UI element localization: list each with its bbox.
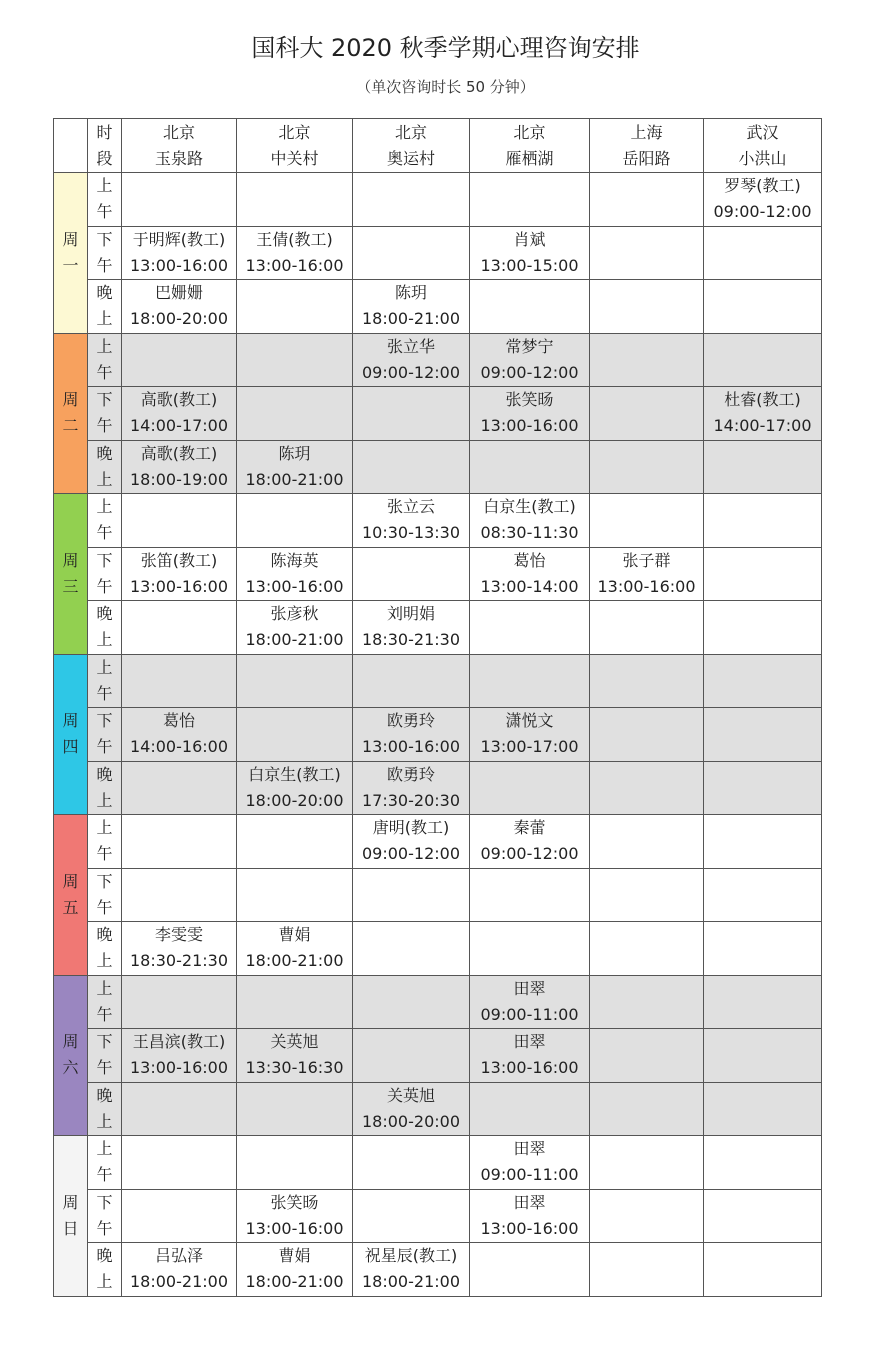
schedule-cell (590, 868, 704, 922)
counselor-name: 于明辉(教工) (132, 229, 226, 249)
schedule-cell (237, 1243, 353, 1297)
schedule-cell (704, 1082, 822, 1136)
header-campus: 北京 雁栖湖 (470, 119, 590, 173)
counselor-name: 田翠 (513, 1139, 546, 1159)
time-segment: 晚 上 (88, 1082, 122, 1136)
schedule-cell (590, 601, 704, 655)
schedule-cell (122, 1189, 237, 1243)
schedule-table (53, 118, 822, 1297)
session-time: 18:00-21:00 (245, 630, 344, 650)
schedule-cell (122, 922, 237, 976)
schedule-cell (353, 280, 470, 334)
session-time: 13:30-16:30 (245, 1058, 344, 1078)
schedule-cell (353, 975, 470, 1029)
schedule-cell (122, 1243, 237, 1297)
session-time: 09:00-11:00 (480, 1004, 579, 1024)
session-time: 13:00-16:00 (245, 1218, 344, 1238)
session-time: 18:00-21:00 (245, 1272, 344, 1292)
schedule-cell (590, 494, 704, 548)
schedule-cell (704, 387, 822, 441)
counselor-name: 葛怡 (513, 550, 546, 570)
schedule-cell (237, 494, 353, 548)
schedule-cell (237, 387, 353, 441)
counselor-name: 曹娟 (278, 1246, 311, 1266)
time-segment: 下 午 (88, 708, 122, 762)
schedule-cell (353, 708, 470, 762)
schedule-cell (353, 494, 470, 548)
schedule-cell (590, 761, 704, 815)
session-time: 13:00-16:00 (362, 737, 460, 757)
schedule-cell (353, 1243, 470, 1297)
counselor-name: 张笑旸 (270, 1192, 319, 1212)
schedule-cell (470, 654, 590, 708)
counselor-name: 肖斌 (513, 229, 546, 249)
schedule-cell (590, 1029, 704, 1083)
time-segment: 上 午 (88, 173, 122, 227)
schedule-cell (353, 815, 470, 869)
schedule-cell (237, 708, 353, 762)
schedule-cell (590, 173, 704, 227)
time-segment: 晚 上 (88, 601, 122, 655)
table-row (54, 226, 822, 280)
table-row (54, 601, 822, 655)
schedule-cell (590, 1243, 704, 1297)
counselor-name: 秦蕾 (513, 818, 546, 838)
schedule-cell (122, 1136, 237, 1190)
schedule-cell (704, 1189, 822, 1243)
schedule-cell (237, 226, 353, 280)
schedule-cell (704, 868, 822, 922)
counselor-name: 曹娟 (278, 925, 311, 945)
time-segment: 上 午 (88, 1136, 122, 1190)
schedule-cell (237, 1082, 353, 1136)
session-time: 18:00-20:00 (245, 790, 344, 810)
counselor-name: 田翠 (513, 1032, 546, 1052)
time-segment: 晚 上 (88, 440, 122, 494)
schedule-cell (470, 868, 590, 922)
table-row (54, 654, 822, 708)
header-segment: 时 段 (88, 119, 122, 173)
counselor-name: 王倩(教工) (256, 229, 333, 249)
table-row (54, 1082, 822, 1136)
schedule-cell (122, 226, 237, 280)
session-time: 18:00-21:00 (362, 309, 460, 329)
schedule-cell (590, 226, 704, 280)
session-time: 18:00-21:00 (130, 1272, 228, 1292)
schedule-cell (590, 708, 704, 762)
time-segment: 下 午 (88, 387, 122, 441)
session-time: 09:00-12:00 (713, 202, 812, 222)
schedule-cell (122, 494, 237, 548)
time-segment: 晚 上 (88, 1243, 122, 1297)
header-campus: 上海 岳阳路 (590, 119, 704, 173)
counselor-name: 白京生(教工) (248, 764, 341, 784)
table-row (54, 1189, 822, 1243)
counselor-name: 刘明娟 (386, 604, 435, 624)
counselor-name: 陈玥 (278, 443, 311, 463)
table-row (54, 922, 822, 976)
schedule-cell (122, 547, 237, 601)
schedule-cell (237, 975, 353, 1029)
schedule-cell (590, 280, 704, 334)
schedule-cell (704, 815, 822, 869)
schedule-cell (590, 1136, 704, 1190)
counselor-name: 巴姗姗 (154, 283, 203, 303)
schedule-cell (122, 387, 237, 441)
schedule-cell (470, 494, 590, 548)
day-label: 周 五 (54, 815, 88, 976)
session-time: 13:00-16:00 (480, 1218, 579, 1238)
schedule-cell (470, 1082, 590, 1136)
schedule-cell (704, 440, 822, 494)
schedule-cell (237, 601, 353, 655)
schedule-cell (704, 975, 822, 1029)
schedule-cell (237, 1189, 353, 1243)
table-row (54, 708, 822, 762)
table-row (54, 440, 822, 494)
time-segment: 下 午 (88, 226, 122, 280)
time-segment: 晚 上 (88, 922, 122, 976)
session-time: 09:00-12:00 (362, 844, 460, 864)
schedule-cell (470, 975, 590, 1029)
schedule-cell (590, 654, 704, 708)
schedule-cell (353, 440, 470, 494)
time-segment: 上 午 (88, 494, 122, 548)
time-segment: 上 午 (88, 654, 122, 708)
schedule-cell (704, 1029, 822, 1083)
schedule-cell (704, 922, 822, 976)
schedule-cell (122, 1082, 237, 1136)
session-time: 09:00-11:00 (480, 1165, 579, 1185)
session-time: 13:00-16:00 (480, 416, 579, 436)
counselor-name: 欧勇玲 (386, 764, 435, 784)
session-time: 13:00-16:00 (245, 576, 344, 596)
time-segment: 上 午 (88, 333, 122, 387)
counselor-name: 祝星辰(教工) (364, 1246, 458, 1266)
counselor-name: 唐明(教工) (372, 818, 450, 838)
schedule-cell (704, 654, 822, 708)
header-campus: 北京 中关村 (237, 119, 353, 173)
schedule-cell (470, 440, 590, 494)
schedule-cell (590, 1189, 704, 1243)
schedule-cell (353, 1082, 470, 1136)
schedule-cell (470, 1243, 590, 1297)
schedule-cell (237, 440, 353, 494)
counselor-name: 吕弘泽 (154, 1246, 203, 1266)
schedule-cell (590, 922, 704, 976)
session-time: 13:00-17:00 (480, 737, 579, 757)
session-time: 10:30-13:30 (362, 523, 460, 543)
counselor-name: 张立云 (386, 497, 435, 517)
day-label: 周 二 (54, 333, 88, 494)
day-label: 周 一 (54, 173, 88, 334)
session-time: 18:00-21:00 (245, 951, 344, 971)
schedule-cell (353, 601, 470, 655)
counselor-name: 王昌滨(教工) (132, 1032, 226, 1052)
page-title: 国科大 2020 秋季学期心理咨询安排 (251, 34, 640, 62)
schedule-cell (353, 922, 470, 976)
schedule-cell (237, 280, 353, 334)
schedule-cell (353, 226, 470, 280)
counselor-name: 杜睿(教工) (724, 390, 801, 410)
counselor-name: 田翠 (513, 1192, 546, 1212)
time-segment: 晚 上 (88, 761, 122, 815)
schedule-cell (470, 280, 590, 334)
counselor-name: 张子群 (622, 550, 671, 570)
counselor-name: 田翠 (513, 978, 546, 998)
session-time: 18:00-21:00 (245, 469, 344, 489)
schedule-cell (470, 1136, 590, 1190)
counselor-name: 葛怡 (162, 711, 195, 731)
session-time: 14:00-17:00 (713, 416, 812, 436)
table-row (54, 280, 822, 334)
schedule-cell (704, 173, 822, 227)
schedule-cell (590, 333, 704, 387)
session-time: 18:00-19:00 (130, 469, 228, 489)
schedule-cell (470, 601, 590, 655)
session-time: 18:30-21:30 (362, 630, 460, 650)
counselor-name: 张笑旸 (505, 390, 554, 410)
schedule-cell (590, 975, 704, 1029)
schedule-cell (353, 333, 470, 387)
day-label: 周 三 (54, 494, 88, 655)
schedule-cell (237, 815, 353, 869)
session-time: 09:00-12:00 (480, 844, 579, 864)
time-segment: 下 午 (88, 547, 122, 601)
session-time: 13:00-14:00 (480, 576, 579, 596)
table-row (54, 494, 822, 548)
schedule-cell (237, 173, 353, 227)
time-segment: 晚 上 (88, 280, 122, 334)
schedule-cell (122, 333, 237, 387)
session-time: 18:00-20:00 (130, 309, 228, 329)
session-time: 18:00-21:00 (362, 1272, 460, 1292)
session-time: 13:00-16:00 (597, 576, 696, 596)
schedule-cell (704, 761, 822, 815)
day-label: 周 日 (54, 1136, 88, 1297)
schedule-cell (122, 654, 237, 708)
table-row (54, 868, 822, 922)
session-time: 18:00-20:00 (362, 1111, 460, 1131)
time-segment: 上 午 (88, 815, 122, 869)
schedule-cell (590, 547, 704, 601)
schedule-cell (470, 815, 590, 869)
counselor-name: 高歌(教工) (140, 443, 218, 463)
counselor-name: 张笛(教工) (140, 550, 218, 570)
schedule-cell (470, 333, 590, 387)
table-row (54, 1243, 822, 1297)
counselor-name: 张立华 (386, 336, 435, 356)
table-row (54, 173, 822, 227)
schedule-cell (470, 547, 590, 601)
session-time: 13:00-16:00 (130, 576, 228, 596)
schedule-cell (704, 280, 822, 334)
schedule-cell (704, 494, 822, 548)
schedule-cell (470, 922, 590, 976)
page-subtitle: （单次咨询时长 50 分钟） (356, 78, 535, 96)
schedule-cell (237, 1136, 353, 1190)
counselor-name: 关英旭 (386, 1085, 435, 1105)
schedule-body (54, 173, 822, 1297)
day-label: 周 六 (54, 975, 88, 1136)
table-row (54, 815, 822, 869)
header-campus: 北京 奥运村 (353, 119, 470, 173)
schedule-cell (353, 868, 470, 922)
schedule-cell (237, 868, 353, 922)
schedule-cell (704, 226, 822, 280)
schedule-cell (122, 173, 237, 227)
schedule-cell (590, 1082, 704, 1136)
schedule-cell (353, 387, 470, 441)
schedule-cell (237, 922, 353, 976)
schedule-cell (237, 1029, 353, 1083)
session-time: 14:00-17:00 (130, 416, 228, 436)
time-segment: 下 午 (88, 868, 122, 922)
schedule-cell (704, 1243, 822, 1297)
schedule-cell (470, 387, 590, 441)
schedule-cell (237, 654, 353, 708)
schedule-cell (237, 761, 353, 815)
schedule-cell (704, 601, 822, 655)
schedule-cell (122, 280, 237, 334)
counselor-name: 潇悦文 (505, 711, 554, 731)
counselor-name: 关英旭 (270, 1032, 319, 1052)
schedule-cell (237, 333, 353, 387)
schedule-cell (122, 601, 237, 655)
session-time: 08:30-11:30 (480, 523, 579, 543)
table-row (54, 1136, 822, 1190)
session-time: 17:30-20:30 (362, 790, 460, 810)
header-corner (54, 119, 88, 173)
schedule-cell (470, 761, 590, 815)
time-segment: 下 午 (88, 1189, 122, 1243)
schedule-cell (470, 1189, 590, 1243)
table-row (54, 333, 822, 387)
counselor-name: 欧勇玲 (386, 711, 435, 731)
session-time: 13:00-16:00 (130, 255, 228, 275)
session-time: 09:00-12:00 (480, 362, 579, 382)
schedule-cell (353, 654, 470, 708)
schedule-cell (470, 173, 590, 227)
table-row (54, 761, 822, 815)
schedule-cell (353, 1189, 470, 1243)
counselor-name: 陈玥 (394, 283, 427, 303)
schedule-cell (122, 868, 237, 922)
schedule-cell (237, 547, 353, 601)
counselor-name: 陈海英 (270, 550, 319, 570)
table-row (54, 975, 822, 1029)
schedule-cell (353, 547, 470, 601)
schedule-cell (122, 1029, 237, 1083)
counselor-name: 白京生(教工) (483, 497, 576, 517)
time-segment: 上 午 (88, 975, 122, 1029)
schedule-cell (704, 708, 822, 762)
schedule-cell (704, 333, 822, 387)
schedule-cell (590, 815, 704, 869)
schedule-cell (122, 708, 237, 762)
schedule-cell (122, 975, 237, 1029)
header-campus: 武汉 小洪山 (704, 119, 822, 173)
schedule-cell (704, 547, 822, 601)
counselor-name: 张彦秋 (270, 604, 319, 624)
schedule-cell (470, 708, 590, 762)
session-time: 13:00-15:00 (480, 255, 579, 275)
schedule-cell (704, 1136, 822, 1190)
session-time: 13:00-16:00 (130, 1058, 228, 1078)
schedule-cell (470, 226, 590, 280)
session-time: 09:00-12:00 (362, 362, 460, 382)
table-row (54, 1029, 822, 1083)
schedule-cell (122, 815, 237, 869)
schedule-cell (353, 173, 470, 227)
counselor-name: 常梦宁 (505, 336, 554, 356)
counselor-name: 李雯雯 (154, 925, 203, 945)
schedule-cell (122, 761, 237, 815)
counselor-name: 高歌(教工) (140, 390, 218, 410)
time-segment: 下 午 (88, 1029, 122, 1083)
schedule-cell (353, 1029, 470, 1083)
schedule-cell (122, 440, 237, 494)
schedule-cell (353, 761, 470, 815)
schedule-cell (590, 440, 704, 494)
session-time: 18:30-21:30 (130, 951, 228, 971)
header-campus: 北京 玉泉路 (122, 119, 237, 173)
header-row (54, 119, 822, 173)
session-time: 13:00-16:00 (245, 255, 344, 275)
session-time: 14:00-16:00 (130, 737, 228, 757)
table-row (54, 387, 822, 441)
schedule-cell (470, 1029, 590, 1083)
schedule-cell (590, 387, 704, 441)
schedule-cell (353, 1136, 470, 1190)
counselor-name: 罗琴(教工) (724, 176, 801, 196)
table-row (54, 547, 822, 601)
day-label: 周 四 (54, 654, 88, 815)
session-time: 13:00-16:00 (480, 1058, 579, 1078)
